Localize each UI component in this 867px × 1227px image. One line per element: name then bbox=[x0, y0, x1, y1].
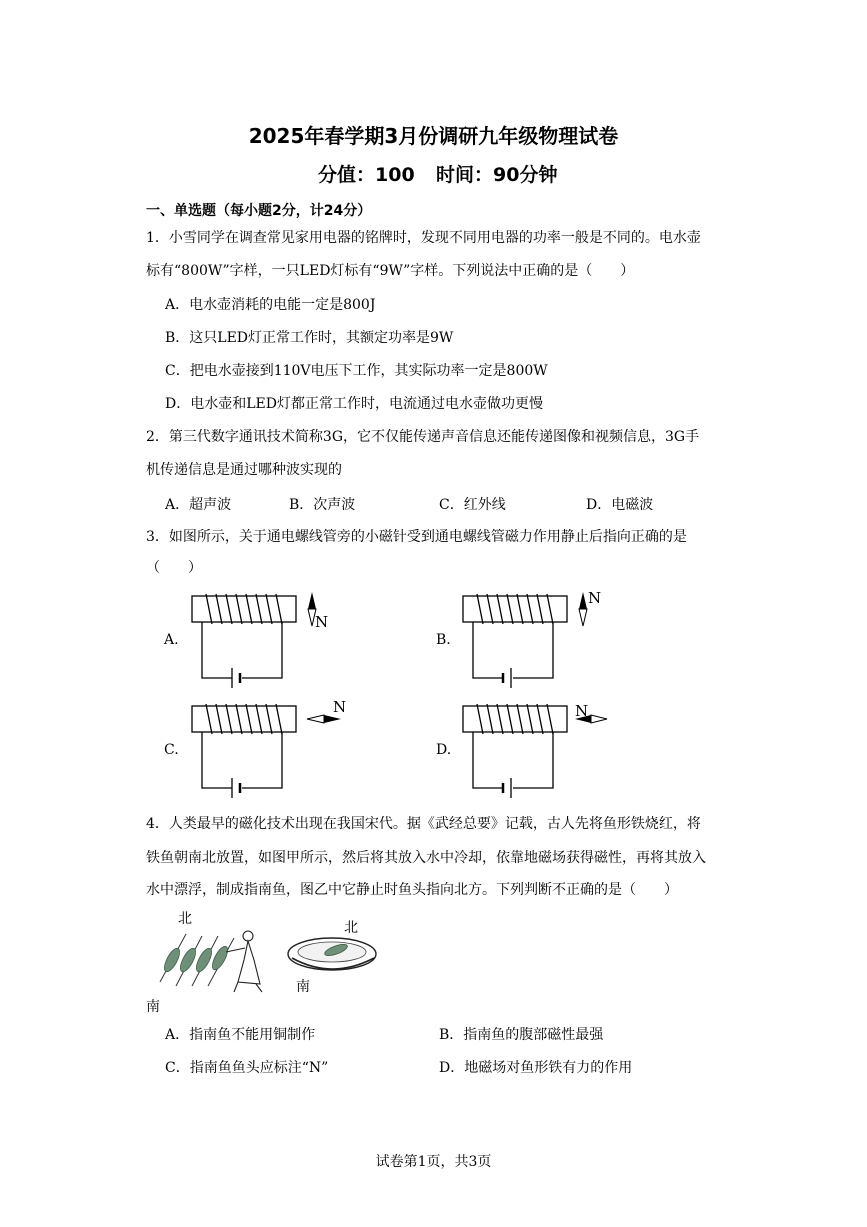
section-heading: 一、单选题（每小题2分，计24分） bbox=[146, 203, 372, 219]
floating-fish-bowl-figure bbox=[286, 930, 386, 980]
coil-windings bbox=[206, 594, 282, 624]
q3-pole-d: N bbox=[575, 702, 589, 720]
q3-solenoid-diagram-b bbox=[459, 588, 609, 692]
q1-option-b: B．这只LED灯正常工作时，其额定功率是9W bbox=[165, 330, 454, 346]
q3-pole-a: N bbox=[315, 613, 329, 631]
q3-text-line1: 3．如图所示，关于通电螺线管旁的小磁针受到通电螺线管磁力作用静止后指向正确的是 bbox=[146, 529, 687, 545]
q4-option-d: D．地磁场对鱼形铁有力的作用 bbox=[439, 1060, 633, 1076]
exam-title: 2025年春学期3月份调研九年级物理试卷 bbox=[248, 124, 619, 148]
person-icon bbox=[226, 931, 262, 992]
q3-label-d: D. bbox=[436, 742, 452, 758]
exam-time: 时间：90分钟 bbox=[436, 164, 558, 186]
q3-solenoid-diagram-a bbox=[188, 588, 338, 692]
q2-option-d: D．电磁波 bbox=[586, 497, 654, 513]
fig1-north-label: 北 bbox=[178, 911, 192, 927]
q4-option-a: A．指南鱼不能用铜制作 bbox=[165, 1027, 316, 1043]
q2-text-line2: 机传递信息是通过哪种波实现的 bbox=[146, 462, 342, 478]
q4-text-line1: 4．人类最早的磁化技术出现在我国宋代。据《武经总要》记载，古人先将鱼形铁烧红，将 bbox=[146, 816, 701, 832]
q4-option-b: B．指南鱼的腹部磁性最强 bbox=[439, 1027, 604, 1043]
q2-text-line1: 2．第三代数字通讯技术简称3G，它不仅能传递声音信息还能传递图像和视频信息，3G手 bbox=[146, 429, 700, 445]
q4-text-line2: 铁鱼朝南北放置，如图甲所示，然后将其放入水中冷却，依靠地磁场获得磁性，再将其放入 bbox=[146, 850, 706, 866]
q3-label-a: A. bbox=[164, 632, 179, 648]
q3-text-line2: （ ） bbox=[146, 560, 202, 576]
page-footer: 试卷第1页，共3页 bbox=[375, 1154, 492, 1170]
fig1-south-label: 南 bbox=[146, 999, 160, 1015]
q1-option-a: A．电水壶消耗的电能一定是800J bbox=[165, 297, 376, 313]
q1-option-c: C．把电水壶接到110V电压下工作，其实际功率一定是800W bbox=[165, 363, 548, 379]
q1-text-line1: 1．小雪同学在调查常见家用电器的铭牌时，发现不同用电器的功率一般是不同的。电水壶 bbox=[146, 230, 701, 246]
q1-text-line2: 标有“800W”字样，一只LED灯标有“9W”字样。下列说法中正确的是（ ） bbox=[146, 263, 635, 279]
q2-option-c: C．红外线 bbox=[439, 497, 506, 513]
q2-option-a: A．超声波 bbox=[165, 497, 232, 513]
score-value: 分值：100 bbox=[318, 164, 415, 186]
q3-label-b: B. bbox=[436, 632, 451, 648]
fish-magnetization-figure bbox=[152, 920, 282, 1000]
fig2-north-label: 北 bbox=[344, 920, 358, 936]
q2-option-b: B．次声波 bbox=[289, 497, 356, 513]
circuit-wire bbox=[202, 622, 282, 678]
q3-pole-b: N bbox=[588, 589, 602, 607]
q4-option-c: C．指南鱼鱼头应标注“N” bbox=[165, 1060, 329, 1076]
q4-text-line3: 水中漂浮，制成指南鱼，图乙中它静止时鱼头指向北方。下列判断不正确的是（ ） bbox=[146, 882, 678, 898]
q3-label-c: C. bbox=[164, 742, 179, 758]
fig2-south-label: 南 bbox=[296, 979, 310, 995]
q3-solenoid-diagram-c bbox=[188, 698, 338, 802]
q1-option-d: D．电水壶和LED灯都正常工作时，电流通过电水壶做功更慢 bbox=[165, 396, 543, 412]
q3-pole-c: N bbox=[333, 698, 347, 716]
